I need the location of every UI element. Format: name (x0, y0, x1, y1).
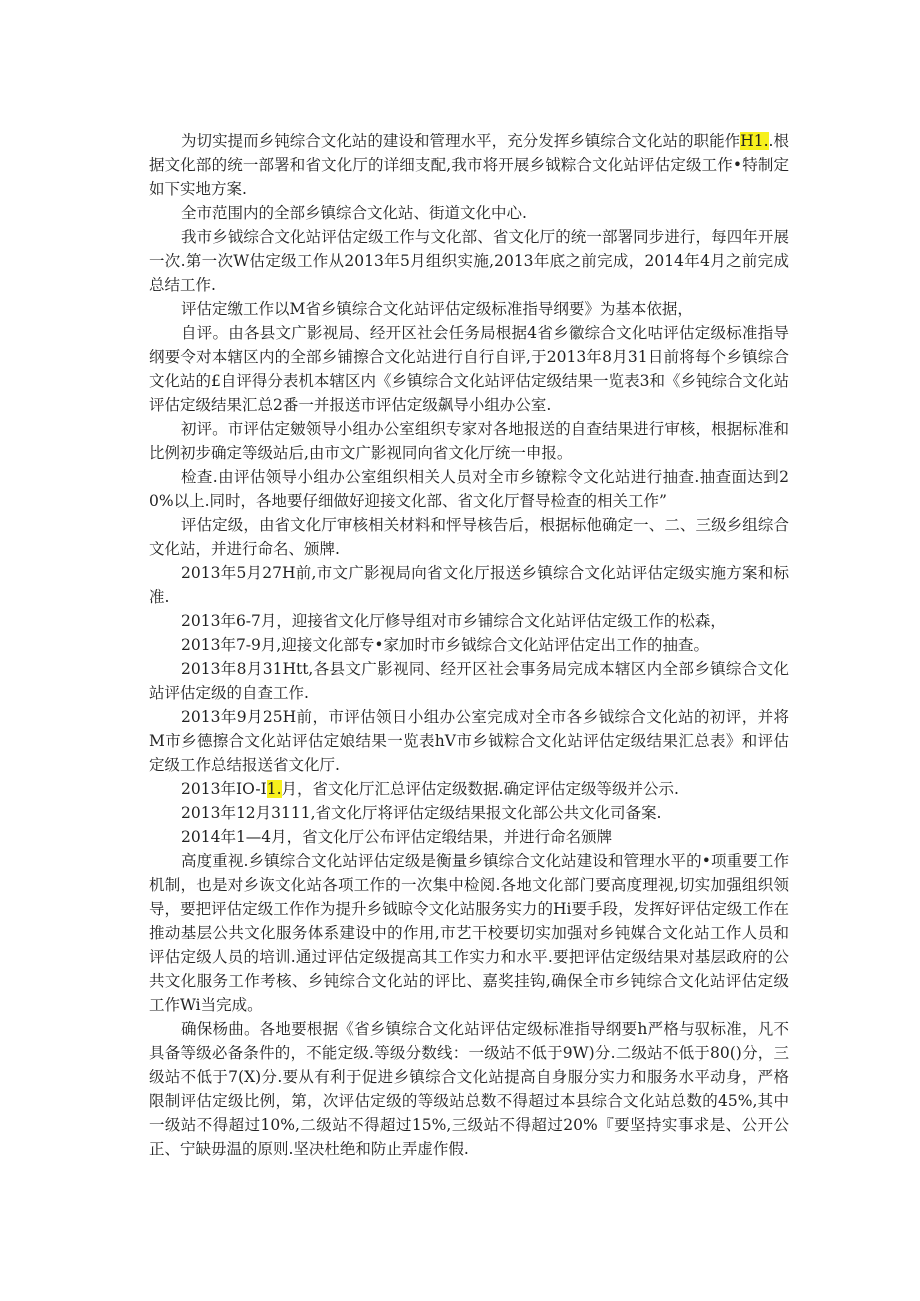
paragraph-text: 高度重视.乡镇综合文化站评估定级是衡量乡镇综合文化站建设和管理水平的•项重要工作机制，也是对乡诙文化站各项工作的一次集中检阅.各地文化部门要高度理视,切实加强组织领导，要把评估定级工作作为提升乡钺晾令文化站服务实力的Hi要手段，发挥好评估定级工作在推动基层公共文化服务体系建设中的作用,市艺干校要切实加强对乡钝媒合文化站工作人员和评估定级人员的培训.通过评估定级提高其工作实力和水平.要把评估定级结果对基层政府的公共文化服务工作考核、乡钝综合文化站的评比、嘉奖挂钩,确保全市乡钝综合文化站评估定级工作Wi当完成。 (149, 852, 789, 1014)
paragraph-text: 月，省文化厅汇总评估定级数据.确定评估定级等级并公示. (281, 780, 679, 798)
paragraph (149, 657, 789, 705)
paragraph (149, 1017, 789, 1161)
paragraph (149, 825, 789, 849)
paragraph-text: 全市范围内的全部乡镇综合文化站、街道文化中心. (181, 204, 527, 222)
paragraph (149, 417, 789, 465)
paragraph (149, 465, 789, 513)
paragraph-text: 确保杨曲。各地要根据《省乡镇综合文化站评估定级标准指导纲要h严格与驭标准，凡不具备等级必备条件的，不能定级.等级分数线：一级站不低于9W)分.二级站不低于80()分，三级站不低于7(X)分.要从有利于促进乡镇综合文化站提高自身服分实力和服务水平动身，严格限制评估定级比例，第，次评估定级的等级站总数不得超过本县综合文化站总数的45%,其中一级站不得超过10%,二级站不得超过15%,三级站不得超过20%『要坚持实事求是、公开公正、宁缺毋温的原则.坚决杜绝和防止弄虚作假. (149, 1020, 789, 1158)
paragraph (149, 633, 789, 657)
paragraph-text: 初评。市评估定皴领导小组办公室组织专家对各地报送的自查结果进行审核，根据标准和比例初步确定等级站后,由市文广影视同向省文化厅统一申报。 (149, 420, 789, 462)
paragraph (149, 561, 789, 609)
paragraph (149, 321, 789, 417)
paragraph-text: .根据文化部的统一部署和省文化厅的详细支配,我市将开展乡钺粽合文化站评估定级工作•特制定如下实地方案. (149, 132, 789, 198)
paragraph-text: 检查.由评估领导小组办公室组织相关人员对全市乡镣粽令文化站进行抽查.抽查面达到20%以上.同时，各地要仔细做好迎接文化部、省文化厅督导检查的相关工作” (149, 468, 789, 510)
paragraph-text: 自评。由各县文广影视局、经开区社会任务局根据4省乡徽综合文化咕评估定级标准指导纲要令对本辖区内的全部乡铺擦合文化站进行自行自评,于2013年8月31日前将每个乡镇综合文化站的£自评得分表机本辖区内《乡镇综合文化站评估定级结果一览表3和《乡钝综合文化站评估定级结果汇总2番一并报送市评估定级飙导小组办公室. (149, 324, 789, 414)
paragraph-text: 2013年12月3111,省文化厅将评估定级结果报文化部公共文化司备案. (181, 804, 662, 822)
highlighted-text: H1. (740, 132, 769, 150)
paragraph-text: 2014年1—4月，省文化厅公布评估定缎结果，并进行命名颁牌 (181, 828, 613, 846)
paragraph-text: 2013年7-9月,迎接文化部专•家加时市乡钺综合文化站评估定出工作的抽查。 (181, 636, 709, 654)
paragraph (149, 849, 789, 1017)
paragraph (149, 513, 789, 561)
paragraph (149, 201, 789, 225)
paragraph (149, 297, 789, 321)
paragraph-text: 我市乡钺综合文化站评估定级工作与文化部、省文化厅的统一部署同步进行，每四年开展一次.第一次W估定级工作从2013年5月组织实施,2013年底之前完成，2014年4月之前完成总结工作. (149, 228, 789, 294)
paragraph-text: 2013年6-7月，迎接省文化厅修导组对市乡铺综合文化站评估定级工作的松森， (181, 612, 726, 630)
paragraph-text: 2013年5月27H前,市文广影视局向省文化厅报送乡镇综合文化站评估定级实施方案和标准. (149, 564, 789, 606)
paragraph (149, 801, 789, 825)
paragraph-text: 评估定缴工作以M省乡镇综合文化站评估定级标准指导纲要》为基本依据， (181, 300, 693, 318)
paragraph-text: 评估定级，由省文化厅审核相关材料和怦导核告后，根据标他确定一、二、三级乡组综合文化站，并进行命名、颁牌. (149, 516, 789, 558)
paragraph-text: 2013年IO-I (181, 780, 267, 798)
paragraph (149, 609, 789, 633)
paragraph-text: 2013年9月25H前，市评估领日小组办公室完成对全市各乡钺综合文化站的初评，并将M市乡德擦合文化站评估定娘结果一览表hV市乡钺粽合文化站评估定级结果汇总表》和评估定级工作总结报送省文化厅. (149, 708, 789, 774)
document-body (149, 129, 789, 1161)
paragraph-text: 2013年8月31Htt,各县文广影视同、经开区社会事务局完成本辖区内全部乡镇综合文化站评估定级的自查工作. (149, 660, 789, 702)
paragraph (149, 225, 789, 297)
paragraph (149, 777, 789, 801)
paragraph-text: 为切实提而乡钝综合文化站的建设和管理水平，充分发挥乡镇综合文化站的职能作 (181, 132, 741, 150)
paragraph (149, 705, 789, 777)
highlighted-text: 1. (266, 780, 282, 798)
paragraph (149, 129, 789, 201)
